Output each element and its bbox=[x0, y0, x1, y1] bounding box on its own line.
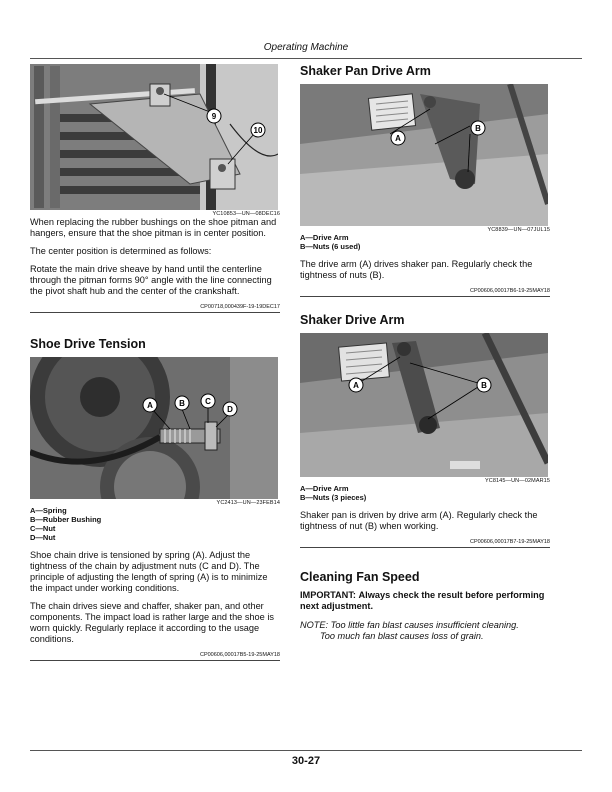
note bbox=[300, 620, 550, 642]
legend-item: C—Nut bbox=[30, 524, 56, 533]
legend-item: D—Nut bbox=[30, 533, 56, 542]
left-column bbox=[30, 64, 280, 661]
pan-paragraph: The drive arm (A) drives shaker pan. Regularly check the tightness of nuts (B). bbox=[300, 259, 533, 280]
shoe-paragraph-2: The chain drives sieve and chaffer, shaker pan, and other components. The impact load is rather large and the shoe is worn quickly. Regularly replace it according to the usage conditions. bbox=[30, 601, 274, 644]
arm-paragraph: Shaker pan is driven by drive arm (A). Regularly check the tightness of nut (B) when working. bbox=[300, 510, 538, 531]
callout-a: A bbox=[147, 401, 153, 410]
legend-item: A—Spring bbox=[30, 506, 67, 515]
reference-code: CP00606,00017B5-19-25MAY18 bbox=[199, 652, 280, 658]
section-title-cleaning-fan-speed: Cleaning Fan Speed bbox=[300, 570, 420, 584]
reference-code: CP00606,00017B7-19-25MAY18 bbox=[469, 539, 550, 545]
figure-shaker-pan bbox=[300, 84, 548, 226]
legend-item: B—Nuts (3 pieces) bbox=[300, 493, 367, 502]
legend-item: A—Drive Arm bbox=[300, 233, 349, 242]
important-notice bbox=[300, 590, 550, 612]
legend-item: B—Nuts (6 used) bbox=[300, 242, 361, 251]
figure-legend bbox=[30, 506, 280, 542]
section-title-shaker-pan-drive-arm: Shaker Pan Drive Arm bbox=[300, 64, 431, 78]
footer-rule bbox=[30, 750, 582, 751]
figure-legend bbox=[300, 233, 550, 251]
callout-10: 10 bbox=[253, 126, 263, 135]
figure-legend bbox=[300, 484, 550, 502]
important-text: Always check the result before performing next adjustment. bbox=[300, 590, 545, 611]
shoe-drive-photo bbox=[30, 357, 278, 499]
callout-9: 9 bbox=[211, 112, 217, 121]
note-label: NOTE: bbox=[300, 620, 329, 630]
reference-code: CP00606,00017B6-19-25MAY18 bbox=[469, 288, 550, 294]
note-line-2: Too much fan blast causes loss of grain. bbox=[320, 631, 484, 641]
figure-shaker-arm bbox=[300, 333, 548, 477]
intro-paragraph: When replacing the rubber bushings on the shoe pitman and hangers, ensure that the shoe pitman is in center position. bbox=[30, 217, 277, 238]
right-column bbox=[300, 64, 550, 642]
header-rule bbox=[30, 58, 582, 59]
callout-a: A bbox=[395, 134, 401, 143]
callout-a: A bbox=[353, 381, 359, 390]
callout-c: C bbox=[205, 397, 211, 406]
reference-code: CP00718,000439F-19-19DEC17 bbox=[200, 304, 280, 310]
note-line-1: Too little fan blast causes insufficient cleaning. bbox=[330, 620, 519, 630]
callout-b: B bbox=[475, 124, 481, 133]
center-paragraph: The center position is determined as follows: bbox=[30, 246, 212, 256]
running-header: Operating Machine bbox=[263, 42, 349, 53]
figure-id: YC8145—UN—02MAR15 bbox=[485, 478, 550, 484]
section-rule bbox=[30, 660, 280, 661]
figure-id: YC2413—UN—23FEB14 bbox=[216, 500, 280, 506]
shaker-pan-photo bbox=[300, 84, 548, 226]
section-title-shoe-drive-tension: Shoe Drive Tension bbox=[30, 337, 146, 351]
callout-b: B bbox=[179, 399, 185, 408]
callout-d: D bbox=[227, 405, 233, 414]
shoe-paragraph-1: Shoe chain drive is tensioned by spring (A). Adjust the tightness of the chain by adjustment nuts (C and D). The principle of adjusting the length of spring (A) is to minimize the impact under working conditions. bbox=[30, 550, 268, 593]
figure-id: YC8839—UN—07JUL15 bbox=[487, 227, 550, 233]
important-label: IMPORTANT: bbox=[300, 590, 356, 600]
figure-shoe-drive bbox=[30, 357, 278, 499]
section-title-shaker-drive-arm: Shaker Drive Arm bbox=[300, 313, 405, 327]
callout-b: B bbox=[481, 381, 487, 390]
figure-shoe-pitman bbox=[30, 64, 278, 210]
legend-item: A—Drive Arm bbox=[300, 484, 349, 493]
shaker-arm-photo bbox=[300, 333, 548, 477]
legend-item: B—Rubber Bushing bbox=[30, 515, 102, 524]
rotate-paragraph: Rotate the main drive sheave by hand until the centerline through the pitman forms 90° angle with the line connecting the pivot shaft hub and the center of the crankshaft. bbox=[30, 264, 272, 296]
page-number: 30-27 bbox=[291, 755, 321, 767]
figure-id: YC10853—UN—08DEC16 bbox=[212, 211, 280, 217]
shoe-pitman-photo bbox=[30, 64, 278, 210]
